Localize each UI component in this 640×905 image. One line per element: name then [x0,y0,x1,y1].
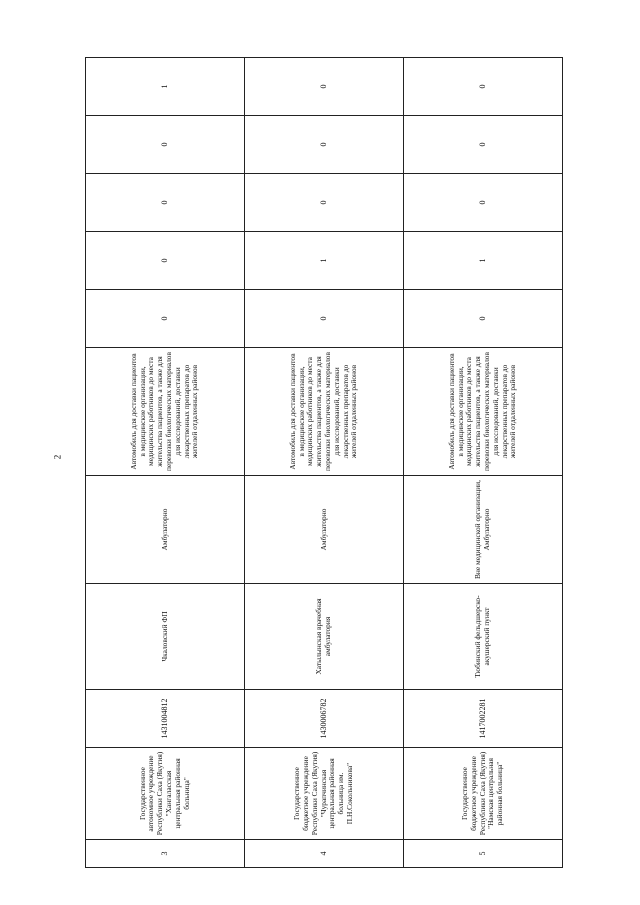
vehicle-table [85,57,563,868]
unit-cell: Хатылынская врачебная амбулатория [245,584,404,690]
value-cell-5: 0 [245,58,404,116]
table-row [245,58,404,868]
organization-cell: Государственное бюджетное учреждение Республики Саха (Якутия) "Чурапчинская центральная районная больница им. П.Н.Сокольникова" [245,748,404,840]
vehicle-cell: Автомобиль для доставки пациентов в медицинские организации, медицинских работников до места жительства пациентов, а также для перевозки биологических материалов для исследований, доставки лекарственных препаратов до жителей отдаленных районов [86,348,245,476]
vehicle-cell: Автомобиль для доставки пациентов в медицинские организации, медицинских работников до места жительства пациентов, а также для перевозки биологических материалов для исследований, доставки лекарственных препаратов до жителей отдаленных районов [404,348,563,476]
condition-cell: Амбулаторно [245,476,404,584]
rotated-table-frame [85,58,563,868]
value-cell-4: 0 [404,116,563,174]
value-cell-3: 0 [86,174,245,232]
value-cell-5: 0 [404,58,563,116]
value-cell-4: 0 [245,116,404,174]
row-index: 4 [245,840,404,868]
value-cell-1: 0 [404,290,563,348]
value-cell-2: 1 [404,232,563,290]
value-cell-5: 1 [86,58,245,116]
condition-cell: Амбулаторно [86,476,245,584]
row-index: 3 [86,840,245,868]
value-cell-2: 1 [245,232,404,290]
value-cell-4: 0 [86,116,245,174]
table-row [86,58,245,868]
code-cell: 1430006782 [245,690,404,748]
unit-cell: Тюбинский фельдшерско-акушерский пункт [404,584,563,690]
unit-cell: Чкаловский ФП [86,584,245,690]
value-cell-2: 0 [86,232,245,290]
page-number: 2 [52,454,63,460]
condition-cell: Вне медицинской организации, Амбулаторно [404,476,563,584]
table-container [85,58,563,868]
row-index: 5 [404,840,563,868]
value-cell-3: 0 [245,174,404,232]
code-cell: 1417002281 [404,690,563,748]
value-cell-1: 0 [245,290,404,348]
value-cell-3: 0 [404,174,563,232]
code-cell: 1431004812 [86,690,245,748]
organization-cell: Государственное автономное учреждение Республики Саха (Якутия) "Хангаласская центральная районная больница" [86,748,245,840]
table-row [404,58,563,868]
organization-cell: Государственное бюджетное учреждение Республики Саха (Якутия) "Намская центральная районная больница" [404,748,563,840]
value-cell-1: 0 [86,290,245,348]
vehicle-cell: Автомобиль для доставки пациентов в медицинские организации, медицинских работников до места жительства пациентов, а также для перевозки биологических материалов для исследований, доставки лекарственных препаратов до жителей отдаленных районов [245,348,404,476]
